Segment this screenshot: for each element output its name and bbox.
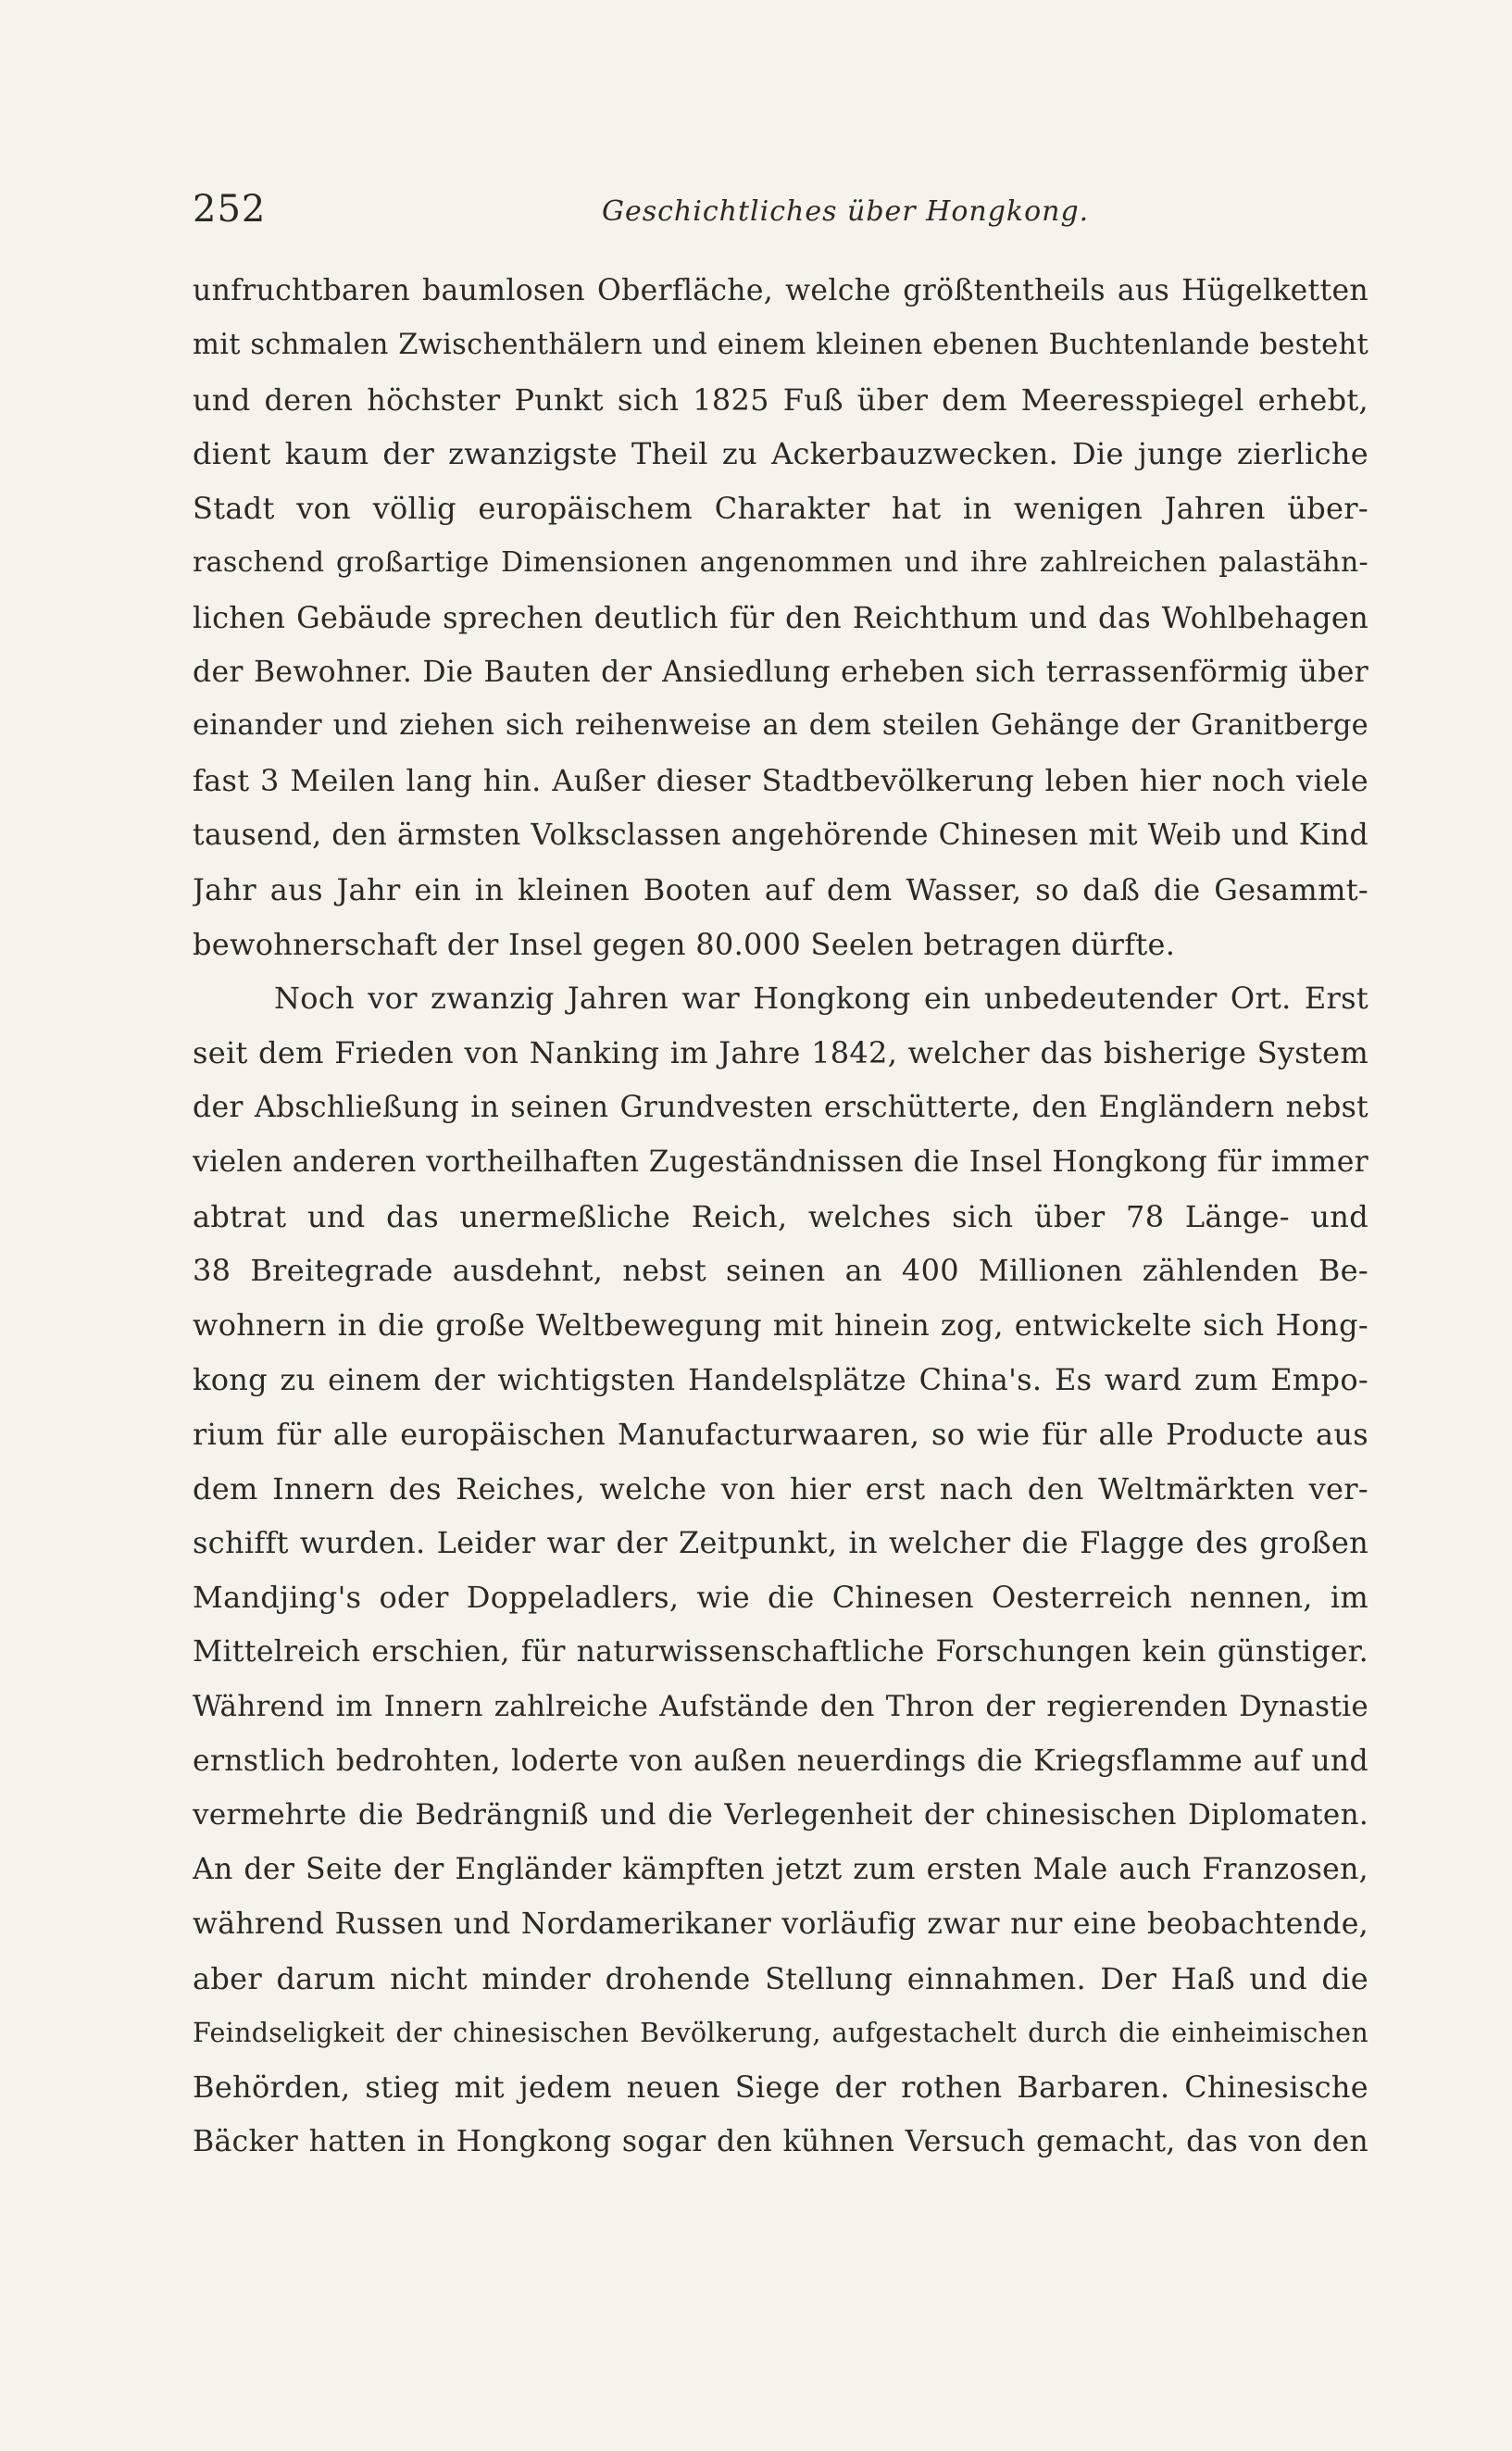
text-line: raschend großartige Dimensionen angenommen und ihre zahlreichen palastähn-: [193, 545, 1368, 579]
text-line: Feindseligkeit der chinesischen Bevölkerung, aufgestachelt durch die einheimischen: [193, 2017, 1368, 2048]
paragraph-end-line: bewohnerschaft der Insel gegen 80.000 Seelen betragen dürfte.: [193, 926, 1176, 962]
text-line: ernstlich bedrohten, loderte von außen neuerdings die Kriegsflamme auf und: [193, 1744, 1368, 1778]
text-line: wohnern in die große Weltbewegung mit hinein zog, entwickelte sich Hong-: [193, 1307, 1368, 1344]
text-line: vielen anderen vortheilhaften Zugeständnissen die Insel Hongkong für immer: [193, 1144, 1368, 1179]
text-line: der Abschließung in seinen Grundvesten erschütterte, den Engländern nebst: [193, 1090, 1368, 1124]
text-line: seit dem Frieden von Nanking im Jahre 1842, welcher das bisherige System: [193, 1035, 1368, 1071]
text-line: aber darum nicht minder drohende Stellung einnahmen. Der Haß und die: [193, 1960, 1368, 1996]
text-line: dient kaum der zwanzigste Theil zu Ackerbauzwecken. Die junge zierliche: [193, 436, 1368, 472]
text-line: Jahr aus Jahr ein in kleinen Booten auf dem Wasser, so daß die Gesammt-: [193, 871, 1368, 907]
body-text: [193, 264, 1368, 2170]
page-number: 252: [193, 188, 267, 231]
running-title: Geschichtliches über Hongkong.: [602, 195, 1090, 228]
text-line: tausend, den ärmsten Volksclassen angehörende Chinesen mit Weib und Kind: [193, 818, 1368, 852]
text-line: An der Seite der Engländer kämpften jetzt zum ersten Male auch Franzosen,: [193, 1853, 1368, 1887]
text-line: vermehrte die Bedrängniß und die Verlegenheit der chinesischen Diplomaten.: [193, 1798, 1368, 1832]
text-line: und deren höchster Punkt sich 1825 Fuß über dem Meeresspiegel erhebt,: [193, 381, 1368, 418]
text-line: Behörden, stieg mit jedem neuen Siege der rothen Barbaren. Chinesische: [193, 2070, 1368, 2106]
text-line: mit schmalen Zwischenthälern und einem kleinen ebenen Buchtenlande besteht: [193, 328, 1368, 361]
text-line: unfruchtbaren baumlosen Oberfläche, welche größtentheils aus Hügelketten: [193, 274, 1368, 307]
text-line: rium für alle europäischen Manufacturwaaren, so wie für alle Producte aus: [193, 1416, 1368, 1452]
running-head: [193, 181, 1368, 237]
text-line: kong zu einem der wichtigsten Handelsplätze China's. Es ward zum Empo-: [193, 1361, 1368, 1397]
text-line: Mittelreich erschien, für naturwissenschaftliche Forschungen kein günstiger.: [193, 1634, 1368, 1669]
text-line: der Bewohner. Die Bauten der Ansiedlung erheben sich terrassenförmig über: [193, 655, 1368, 689]
text-line: abtrat und das unermeßliche Reich, welches sich über 78 Länge- und: [193, 1198, 1368, 1234]
paragraph-start-line: Noch vor zwanzig Jahren war Hongkong ein unbedeutender Ort. Erst: [274, 981, 1368, 1017]
text-line: Während im Innern zahlreiche Aufstände den Thron der regierenden Dynastie: [193, 1689, 1368, 1723]
text-line: während Russen und Nordamerikaner vorläufig zwar nur eine beobachtende,: [193, 1907, 1368, 1941]
text-line: Bäcker hatten in Hongkong sogar den kühnen Versuch gemacht, das von den: [193, 2125, 1368, 2159]
text-line: dem Innern des Reiches, welche von hier erst nach den Weltmärkten ver-: [193, 1470, 1368, 1507]
text-line: fast 3 Meilen lang hin. Außer dieser Stadtbevölkerung leben hier noch viele: [193, 763, 1368, 799]
text-line: lichen Gebäude sprechen deutlich für den Reichthum und das Wohlbehagen: [193, 599, 1368, 635]
text-line: einander und ziehen sich reihenweise an dem steilen Gehänge der Granitberge: [193, 709, 1368, 743]
text-line: Mandjing's oder Doppeladlers, wie die Chinesen Oesterreich nennen, im: [193, 1580, 1368, 1616]
text-line: Stadt von völlig europäischem Charakter hat in wenigen Jahren über-: [193, 491, 1368, 527]
text-line: schifft wurden. Leider war der Zeitpunkt, in welcher die Flagge des großen: [193, 1525, 1368, 1561]
text-line: 38 Breitegrade ausdehnt, nebst seinen an 400 Millionen zählenden Be-: [193, 1253, 1368, 1289]
